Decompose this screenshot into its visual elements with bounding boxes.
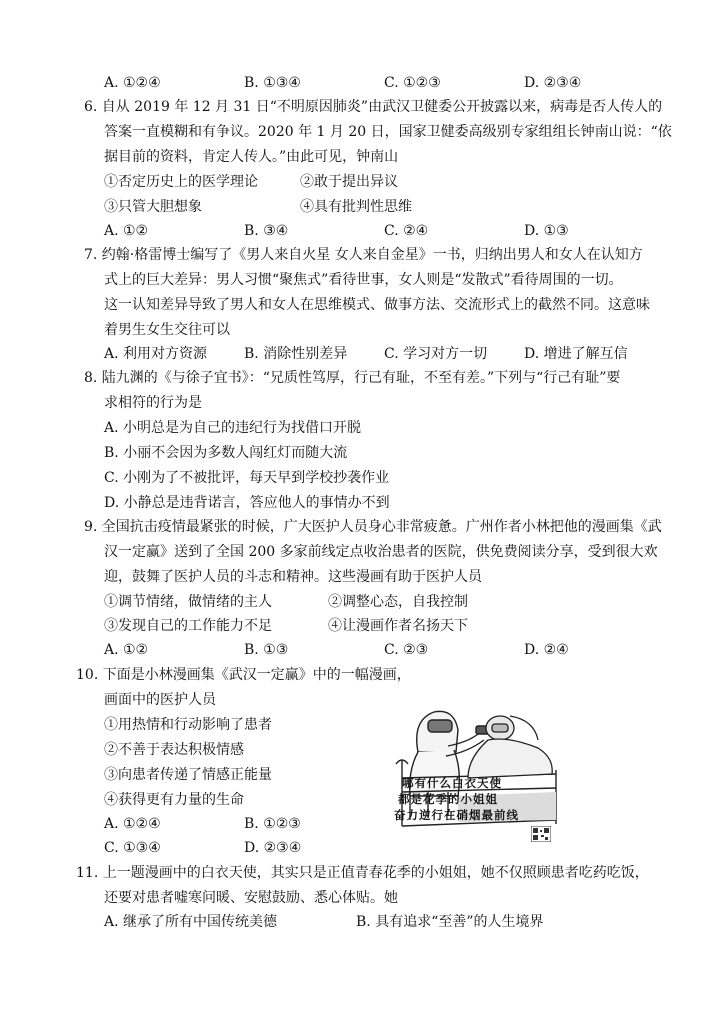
cartoon-caption-line: 都是花季的小姐姐 xyxy=(398,792,498,806)
cartoon-caption-line: 奋力逆行在硝烟最前线 xyxy=(394,808,519,822)
qr-code-icon xyxy=(531,826,551,842)
q10-stem-line: 画面中的医护人员 xyxy=(104,692,216,708)
q10-item: ①用热情和行动影响了患者 xyxy=(104,717,272,733)
q9-option-d: D. ②④ xyxy=(524,642,569,658)
q5-option-c: C. ①②③ xyxy=(384,75,441,91)
q8-stem-line: 求相符的行为是 xyxy=(104,395,202,411)
q7-stem-line: 着男生女生交往可以 xyxy=(104,322,230,338)
q9-item: ④让漫画作者名扬天下 xyxy=(328,618,468,634)
q10-item: ④获得更有力量的生命 xyxy=(104,792,244,808)
q10-option-a: A. ①②④ xyxy=(104,816,161,832)
q10-option-d: D. ②③④ xyxy=(244,840,302,856)
q5-option-b: B. ①③④ xyxy=(244,75,301,91)
q5-option-d: D. ②③④ xyxy=(524,75,582,91)
q6-stem-line: 据目前的资料，肯定人传人。”由此可见，钟南山 xyxy=(104,149,399,165)
q7-option-d: D. 增进了解互信 xyxy=(524,346,628,362)
q7-option-c: C. 学习对方一切 xyxy=(384,346,488,362)
q6-option-a: A. ①② xyxy=(104,223,149,239)
q9-item: ②调整心态，自我控制 xyxy=(328,594,468,610)
q9-item: ①调节情绪，做情绪的主人 xyxy=(104,594,272,610)
q10-stem-line: 10. 下面是小林漫画集《武汉一定赢》中的一幅漫画， xyxy=(76,667,411,683)
q10-option-c: C. ①③④ xyxy=(104,840,161,856)
patient-figure xyxy=(468,716,552,778)
q11-option-b: B. 具有追求“至善”的人生境界 xyxy=(356,914,544,930)
q9-stem-line: 迎，鼓舞了医护人员的斗志和精神。这些漫画有助于医护人员 xyxy=(104,569,482,585)
q9-option-b: B. ①③ xyxy=(244,642,289,658)
q11-option-a: A. 继承了所有中国传统美德 xyxy=(104,914,278,930)
q9-option-c: C. ②③ xyxy=(384,642,429,658)
q9-option-a: A. ①② xyxy=(104,642,149,658)
q9-stem-line: 9. 全国抗击疫情最紧张的时候，广大医护人员身心非常疲惫。广州作者小林把他的漫画集《武 xyxy=(84,519,662,535)
q8-option: D. 小静总是违背诺言，答应他人的事情办不到 xyxy=(104,495,390,511)
q6-item: ①否定历史上的医学理论 xyxy=(104,174,258,190)
q5-option-a: A. ①②④ xyxy=(104,75,161,91)
q9-stem-line: 汉一定赢》送到了全国 200 多家前线定点收治患者的医院，供免费阅读分享，受到很大欢 xyxy=(104,544,658,560)
q7-option-b: B. 消除性别差异 xyxy=(244,346,348,362)
q11-stem-line: 11. 上一题漫画中的白衣天使，其实只是正值青春花季的小姐姐，她不仅照顾患者吃药吃饭， xyxy=(76,865,649,881)
q6-item: ④具有批判性思维 xyxy=(300,199,412,215)
q7-stem-line: 7. 约翰·格雷博士编写了《男人来自火星 女人来自金星》一书，归纳出男人和女人在认知方 xyxy=(84,247,643,263)
q10-item: ②不善于表达积极情感 xyxy=(104,742,244,758)
q6-option-c: C. ②④ xyxy=(384,223,429,239)
q7-option-a: A. 利用对方资源 xyxy=(104,346,208,362)
q6-option-d: D. ①③ xyxy=(524,223,569,239)
q8-option: A. 小明总是为自己的违纪行为找借口开脱 xyxy=(104,420,362,436)
q7-stem-line: 式上的巨大差异：男人习惯“聚焦式”看待世事，女人则是“发散式”看待周围的一切。 xyxy=(104,272,623,288)
q6-item: ②敢于提出异议 xyxy=(300,174,398,190)
q8-option: C. 小刚为了不被批评，每天早到学校抄袭作业 xyxy=(104,470,390,486)
q9-item: ③发现自己的工作能力不足 xyxy=(104,618,272,634)
q11-stem-line: 还要对患者嘘寒问暖、安慰鼓励、悉心体贴。她 xyxy=(104,890,398,906)
q10-option-b: B. ①②③ xyxy=(244,816,301,832)
q7-stem-line: 这一认知差异导致了男人和女人在思维模式、做事方法、交流形式上的截然不同。这意味 xyxy=(104,297,650,313)
q6-stem-line: 6. 自从 2019 年 12 月 31 日“不明原因肺炎”由武汉卫健委公开披露以来，病毒是否人传人的 xyxy=(84,99,663,115)
cartoon-caption-line: 哪有什么白衣天使 xyxy=(402,776,502,790)
q8-option: B. 小丽不会因为多数人闯红灯而随大流 xyxy=(104,445,348,461)
q6-option-b: B. ③④ xyxy=(244,223,289,239)
q6-stem-line: 答案一直模糊和有争议。2020 年 1 月 20 日，国家卫健委高级别专家组组长钟南山说：“依 xyxy=(104,124,672,140)
q8-stem-line: 8. 陆九渊的《与徐子宜书》：“兄质性笃厚，行己有耻，不至有差。”下列与“行己有耻”要 xyxy=(84,370,621,386)
q6-item: ③只管大胆想象 xyxy=(104,199,202,215)
q10-item: ③向患者传递了情感正能量 xyxy=(104,767,272,783)
